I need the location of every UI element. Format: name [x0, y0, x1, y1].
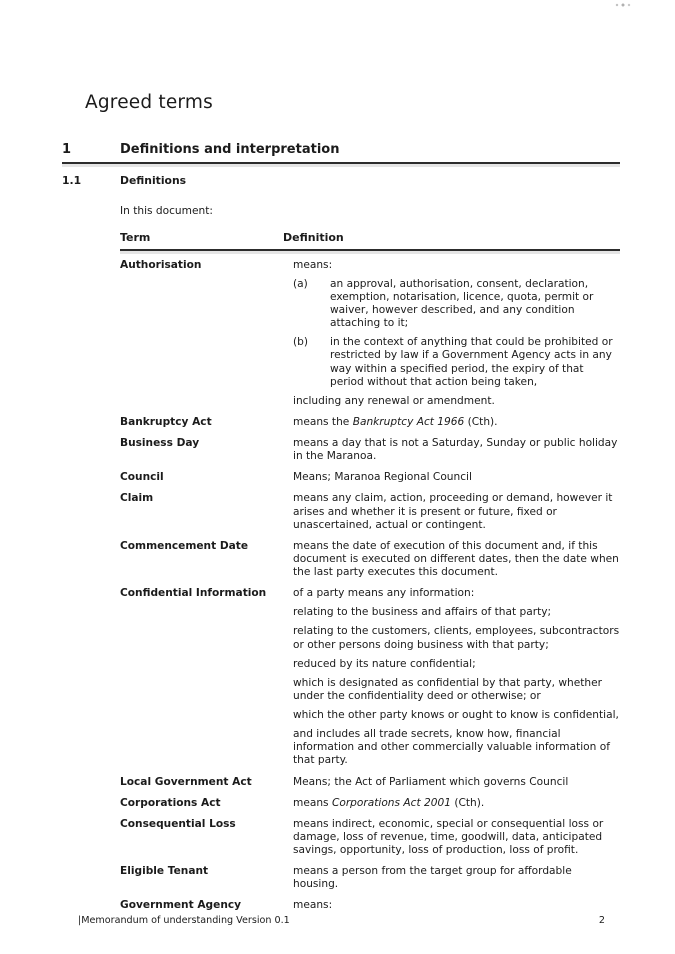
- term-cell: Confidential Information: [120, 587, 267, 600]
- list-item-label: (b): [293, 336, 308, 349]
- definition-text: and includes all trade secrets, know how, financial information and other commercially valuable information of that party.: [293, 728, 610, 767]
- table-row: [120, 471, 620, 484]
- page-title: Agreed terms: [85, 92, 213, 113]
- table-row: [120, 818, 620, 857]
- table-row: [120, 899, 620, 912]
- definition-cell: [293, 899, 620, 912]
- definition-paragraph: [293, 336, 620, 389]
- definition-text: means:: [293, 899, 333, 912]
- table-row: [120, 540, 620, 579]
- definition-paragraph: [293, 797, 620, 810]
- term-cell: Claim: [120, 492, 154, 505]
- definition-cell: [293, 471, 620, 484]
- page-footer: [78, 915, 605, 926]
- subsection-title: Definitions: [120, 174, 187, 187]
- definition-paragraph: [293, 492, 620, 531]
- definition-text: relating to the customers, clients, employees, subcontractors or other persons doing business with that party;: [293, 625, 620, 651]
- section-heading: [62, 142, 620, 164]
- term-cell: Commencement Date: [120, 539, 249, 552]
- definition-paragraph: [293, 677, 620, 703]
- definition-text: means indirect, economic, special or consequential loss or damage, loss of revenue, time, goodwill, data, anticipated savings, opportunity, loss of production, loss of profit.: [293, 817, 604, 856]
- definition-paragraph: [293, 865, 620, 891]
- table-row: [120, 259, 620, 408]
- term-column-header: Term: [120, 231, 151, 244]
- list-item-label: (a): [293, 277, 308, 290]
- table-body: [120, 259, 620, 913]
- definition-cell: [293, 797, 620, 810]
- subsection-heading: [62, 174, 620, 187]
- definition-paragraph: [293, 471, 620, 484]
- definition-text: means a day that is not a Saturday, Sunday or public holiday in the Maranoa.: [293, 437, 618, 463]
- table-header-row: [120, 231, 620, 251]
- definition-cell: [293, 540, 620, 579]
- definition-paragraph: [293, 540, 620, 579]
- term-cell: Local Government Act: [120, 775, 252, 788]
- table-row: [120, 797, 620, 810]
- definition-paragraph: [293, 776, 620, 789]
- definition-cell: [293, 437, 620, 463]
- term-cell: Bankruptcy Act: [120, 415, 212, 428]
- definition-paragraph: [293, 587, 620, 600]
- definitions-table: [120, 231, 620, 913]
- definition-text: relating to the business and affairs of that party;: [293, 606, 552, 619]
- definition-cell: [293, 416, 620, 429]
- table-row: [120, 865, 620, 891]
- definition-paragraph: [293, 416, 620, 429]
- term-cell: Authorisation: [120, 258, 202, 271]
- definition-text: which the other party knows or ought to know is confidential,: [293, 709, 619, 721]
- definition-cell: [293, 818, 620, 857]
- definition-text: reduced by its nature confidential;: [293, 657, 476, 670]
- definition-text: which is designated as confidential by that party, whether under the confidentiality deed or otherwise; or: [293, 676, 602, 702]
- footer-document-version: |Memorandum of understanding Version 0.1: [78, 915, 290, 926]
- definition-paragraph: [293, 818, 620, 857]
- definition-column-header: Definition: [283, 231, 344, 244]
- definition-cell: [293, 776, 620, 789]
- definition-text: means any claim, action, proceeding or demand, however it arises and whether it is present or future, fixed or unascertained, actual or contingent.: [293, 492, 613, 531]
- definition-cell: [293, 587, 620, 767]
- definition-text: means the Bankruptcy Act 1966 (Cth).: [293, 415, 498, 428]
- definition-paragraph: [293, 658, 620, 671]
- term-cell: Business Day: [120, 437, 200, 449]
- definition-text: including any renewal or amendment.: [293, 394, 495, 407]
- definition-text: means:: [293, 258, 333, 271]
- definition-text: means a person from the target group for affordable housing.: [293, 865, 572, 891]
- table-row: [120, 492, 620, 531]
- table-row: [120, 416, 620, 429]
- definition-cell: [293, 865, 620, 891]
- intro-text: In this document:: [120, 205, 213, 217]
- definition-text: an approval, authorisation, consent, declaration, exemption, notarisation, licence, quota, permit or waiver, however described, and any condition attaching to it;: [330, 277, 594, 330]
- term-cell: Eligible Tenant: [120, 865, 209, 878]
- subsection-number: 1.1: [62, 174, 82, 187]
- definition-paragraph: [293, 278, 620, 331]
- definition-text: Means; Maranoa Regional Council: [293, 471, 472, 484]
- definition-paragraph: [293, 259, 620, 272]
- definition-text: means the date of execution of this document and, if this document is executed on different dates, then the date when the last party executes this document.: [293, 539, 619, 578]
- definition-text: Means; the Act of Parliament which governs Council: [293, 775, 569, 788]
- term-cell: Corporations Act: [120, 796, 221, 809]
- definition-paragraph: [293, 606, 620, 619]
- definition-paragraph: [293, 395, 620, 408]
- table-row: [120, 437, 620, 463]
- definition-paragraph: [293, 709, 620, 722]
- definition-paragraph: [293, 899, 620, 912]
- definition-cell: [293, 259, 620, 408]
- table-row: [120, 776, 620, 789]
- table-row: [120, 587, 620, 767]
- definition-paragraph: [293, 437, 620, 463]
- section-title: Definitions and interpretation: [120, 142, 340, 157]
- definition-cell: [293, 492, 620, 531]
- footer-page-number: 2: [598, 915, 605, 926]
- definition-text: of a party means any information:: [293, 587, 475, 600]
- definition-text: in the context of anything that could be prohibited or restricted by law if a Government Agency acts in any way within a specified period, the expiry of that period without that action being taken,: [330, 336, 613, 388]
- term-cell: Council: [120, 471, 164, 484]
- definition-paragraph: [293, 625, 620, 651]
- section-number: 1: [62, 142, 72, 157]
- definition-text: means Corporations Act 2001 (Cth).: [293, 796, 485, 809]
- definition-paragraph: [293, 728, 620, 767]
- term-cell: Government Agency: [120, 899, 242, 912]
- term-cell: Consequential Loss: [120, 817, 236, 830]
- scan-artifact: [615, 3, 631, 7]
